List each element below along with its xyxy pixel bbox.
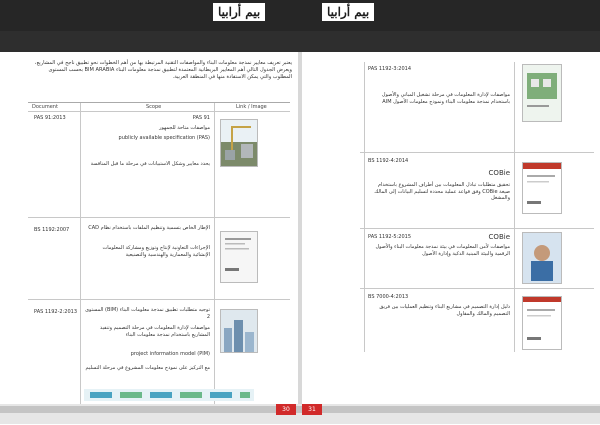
standard-desc: مواصفات لأمن المعلومات في بيئة نمذجة معلومات البناء والأصول الرقمية والبيئة المبنية الذكية وإدارة الأصول [375, 244, 510, 257]
standard-desc: تحقيق متطلبات تبادل المعلومات بين أطراف المشروع باستخدام صيغة COBie وفق قواعد عملية محددة لتسليم البيانات إلى المالك والمشغل [374, 182, 510, 202]
row-rule [360, 228, 594, 229]
col-header-document: Document [32, 104, 58, 110]
logo-right: بيم أرابيا [322, 3, 374, 21]
document-cover-image [523, 297, 561, 349]
intro-paragraph: يعتبر تعريف معايير نمذجة معلومات البناء والمواصفات التقنية المرتبطة بها من أهم الخطوات نحو تطبيق ناجح في المشاريع، ويعرض الجدول التالي أهم المعايير البريطانية المعتمدة لتطبيق نمذجة معلومات البناء BIM ARABIA بحسب المستوى المطلوب والتي يمكن الاستفادة منها في المنطقة العربية. [34, 60, 292, 81]
row-rule [360, 288, 594, 289]
row-rule [360, 152, 594, 153]
standard-desc: مواصفات متاحة للجمهور [159, 125, 210, 131]
standard-desc: مع التركيز على نموذج معلومات المشروع في مرحلة التسليم [85, 365, 210, 371]
left-page [0, 52, 298, 404]
city-cover-image [221, 310, 257, 352]
document-cover-image [221, 232, 257, 282]
header-bar [0, 0, 600, 31]
footer-strip [0, 406, 600, 413]
cover-thumbnail [522, 296, 562, 350]
standard-code: BS 7000-4:2013 [368, 294, 409, 300]
standard-desc: دليل إدارة التصميم في مشاريع البناء وتنظيم العمليات بين فريق التصميم والمالك والمقاول [379, 304, 510, 317]
standards-table [28, 102, 290, 405]
standard-title: توجيه متطلبات تطبيق نمذجة معلومات البناء (BIM) المستوى 2 [85, 307, 210, 320]
logo-left: بيم أرابيا [213, 3, 265, 21]
header-rule [28, 111, 290, 112]
standard-code: BS 1192-4:2014 [368, 158, 409, 164]
cover-thumbnail [220, 119, 258, 167]
standard-code: PAS 1192-5:2015 [368, 234, 411, 240]
table-divider [514, 62, 515, 352]
standard-desc: يحدد معايير وشكل الاستبيانات في مرحلة ما قبل المنافسة [90, 161, 210, 167]
page-number-left: 30 [276, 404, 296, 415]
cover-thumbnail [522, 64, 562, 122]
standard-desc: مواصفات لإدارة المعلومات في مرحلة التصميم وتنفيذ المشاريع باستخدام نمذجة معلومات البناء [100, 325, 210, 338]
standard-title: COBie [488, 233, 510, 241]
right-page [302, 52, 600, 404]
table-divider [80, 103, 81, 405]
cover-thumbnail [220, 309, 258, 353]
standard-code: PAS 91:2013 [34, 115, 66, 121]
cover-thumbnail [522, 232, 562, 284]
table-divider [364, 62, 365, 352]
document-cover-image [523, 163, 561, 213]
standard-desc: الإجراءات التعاونية لإنتاج وتوزيع ومشاركة المعلومات الإنشائية والمعمارية والهندسية والتصنيعية [102, 245, 210, 258]
standard-code: BS 1192:2007 [34, 227, 70, 233]
building-cover-image [523, 65, 561, 121]
row-rule [28, 217, 290, 218]
bim-process-graphic [84, 385, 254, 405]
standard-title: COBie [488, 169, 510, 177]
table-divider [214, 103, 215, 405]
row-rule [28, 299, 290, 300]
standard-title: الإطار الخاص بتسمية وتنظيم الملفات باستخدام نظام CAD [88, 225, 210, 231]
people-cover-image [523, 233, 561, 283]
cover-thumbnail [220, 231, 258, 283]
cover-thumbnail [522, 162, 562, 214]
col-header-scope: Scope [146, 104, 162, 110]
page-number-right: 31 [302, 404, 322, 415]
standard-desc: مواصفات لإدارة المعلومات في مرحلة تشغيل المباني والأصول باستخدام نمذجة معلومات البناء ونموذج معلومات الأصول AIM [381, 92, 510, 105]
col-header-link: Link / Image [236, 104, 267, 110]
standard-title: PAS 91 [192, 115, 210, 121]
standard-code: PAS 1192-2:2013 [34, 309, 77, 315]
standard-desc: project information model (PIM) [130, 351, 210, 357]
standard-code: PAS 1192-3:2014 [368, 66, 411, 72]
construction-cover-image [221, 120, 257, 166]
standard-desc: publicly available specification (PAS) [118, 135, 210, 141]
header-band [0, 31, 600, 52]
